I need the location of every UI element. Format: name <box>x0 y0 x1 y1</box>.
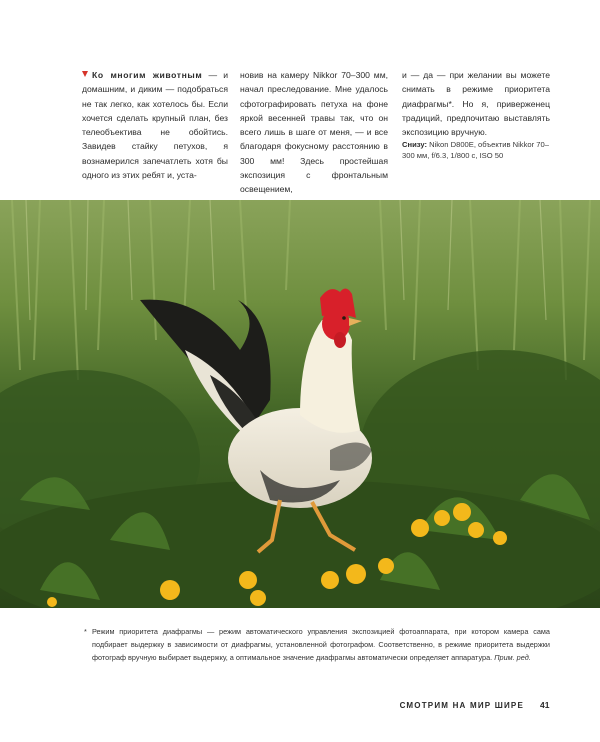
text-column-2 <box>240 68 388 197</box>
footnote-note: Прим. ред. <box>494 652 531 662</box>
caption-label: Снизу: <box>402 140 427 150</box>
text-column-1 <box>82 68 228 182</box>
footnote <box>84 626 550 664</box>
footnote-text: Режим приоритета диафрагмы — режим автоматического управления экспозицией фотоаппарата, при котором камера сама подбирает выдержку в зависимости от диафрагмы, установленной фотографом. Соответственно, в режиме приоритета выдержки фотограф вручную выбирает выдержку, а оптимальное значение диафрагмы автоматически определяет аппаратура. <box>92 627 550 662</box>
column-1-text: — и домашним, и диким — подобраться не так легко, как хотелось бы. Если хочется сделать крупный план, без телеобъектива не обойтись. Завидев стайку петухов, я вознамерился запечатлеть хотя бы одного из этих ребят и, уста- <box>82 70 228 181</box>
lead-phrase: Ко многим животным <box>92 70 203 80</box>
column-3-text: и — да — при желании вы можете снимать в режиме приоритета диафрагмы*. Но я, приверженец традиций, предпочитаю выставлять экспозицию вручную. <box>402 70 550 138</box>
photo-caption <box>402 139 550 161</box>
page-number: 41 <box>540 700 550 710</box>
column-2-text: новив на камеру Nikkor 70–300 мм, начал преследование. Мне удалось сфотографировать петуха на фоне яркой весенней травы так, что он всего лишь в шаге от меня, — и все благодаря фокусному расстоянию в 300 мм! Здесь простейшая экспозиция с фронтальным освещением, <box>240 70 388 195</box>
triangle-marker-icon <box>82 71 88 77</box>
footnote-star: * <box>84 627 87 636</box>
caption-text: Nikon D800E, объектив Nikkor 70–300 мм, f/6.3, 1/800 с, ISO 50 <box>402 140 549 161</box>
rooster-photo <box>0 200 600 608</box>
running-head: СМОТРИМ НА МИР ШИРЕ <box>399 701 524 710</box>
text-column-3 <box>402 68 550 161</box>
